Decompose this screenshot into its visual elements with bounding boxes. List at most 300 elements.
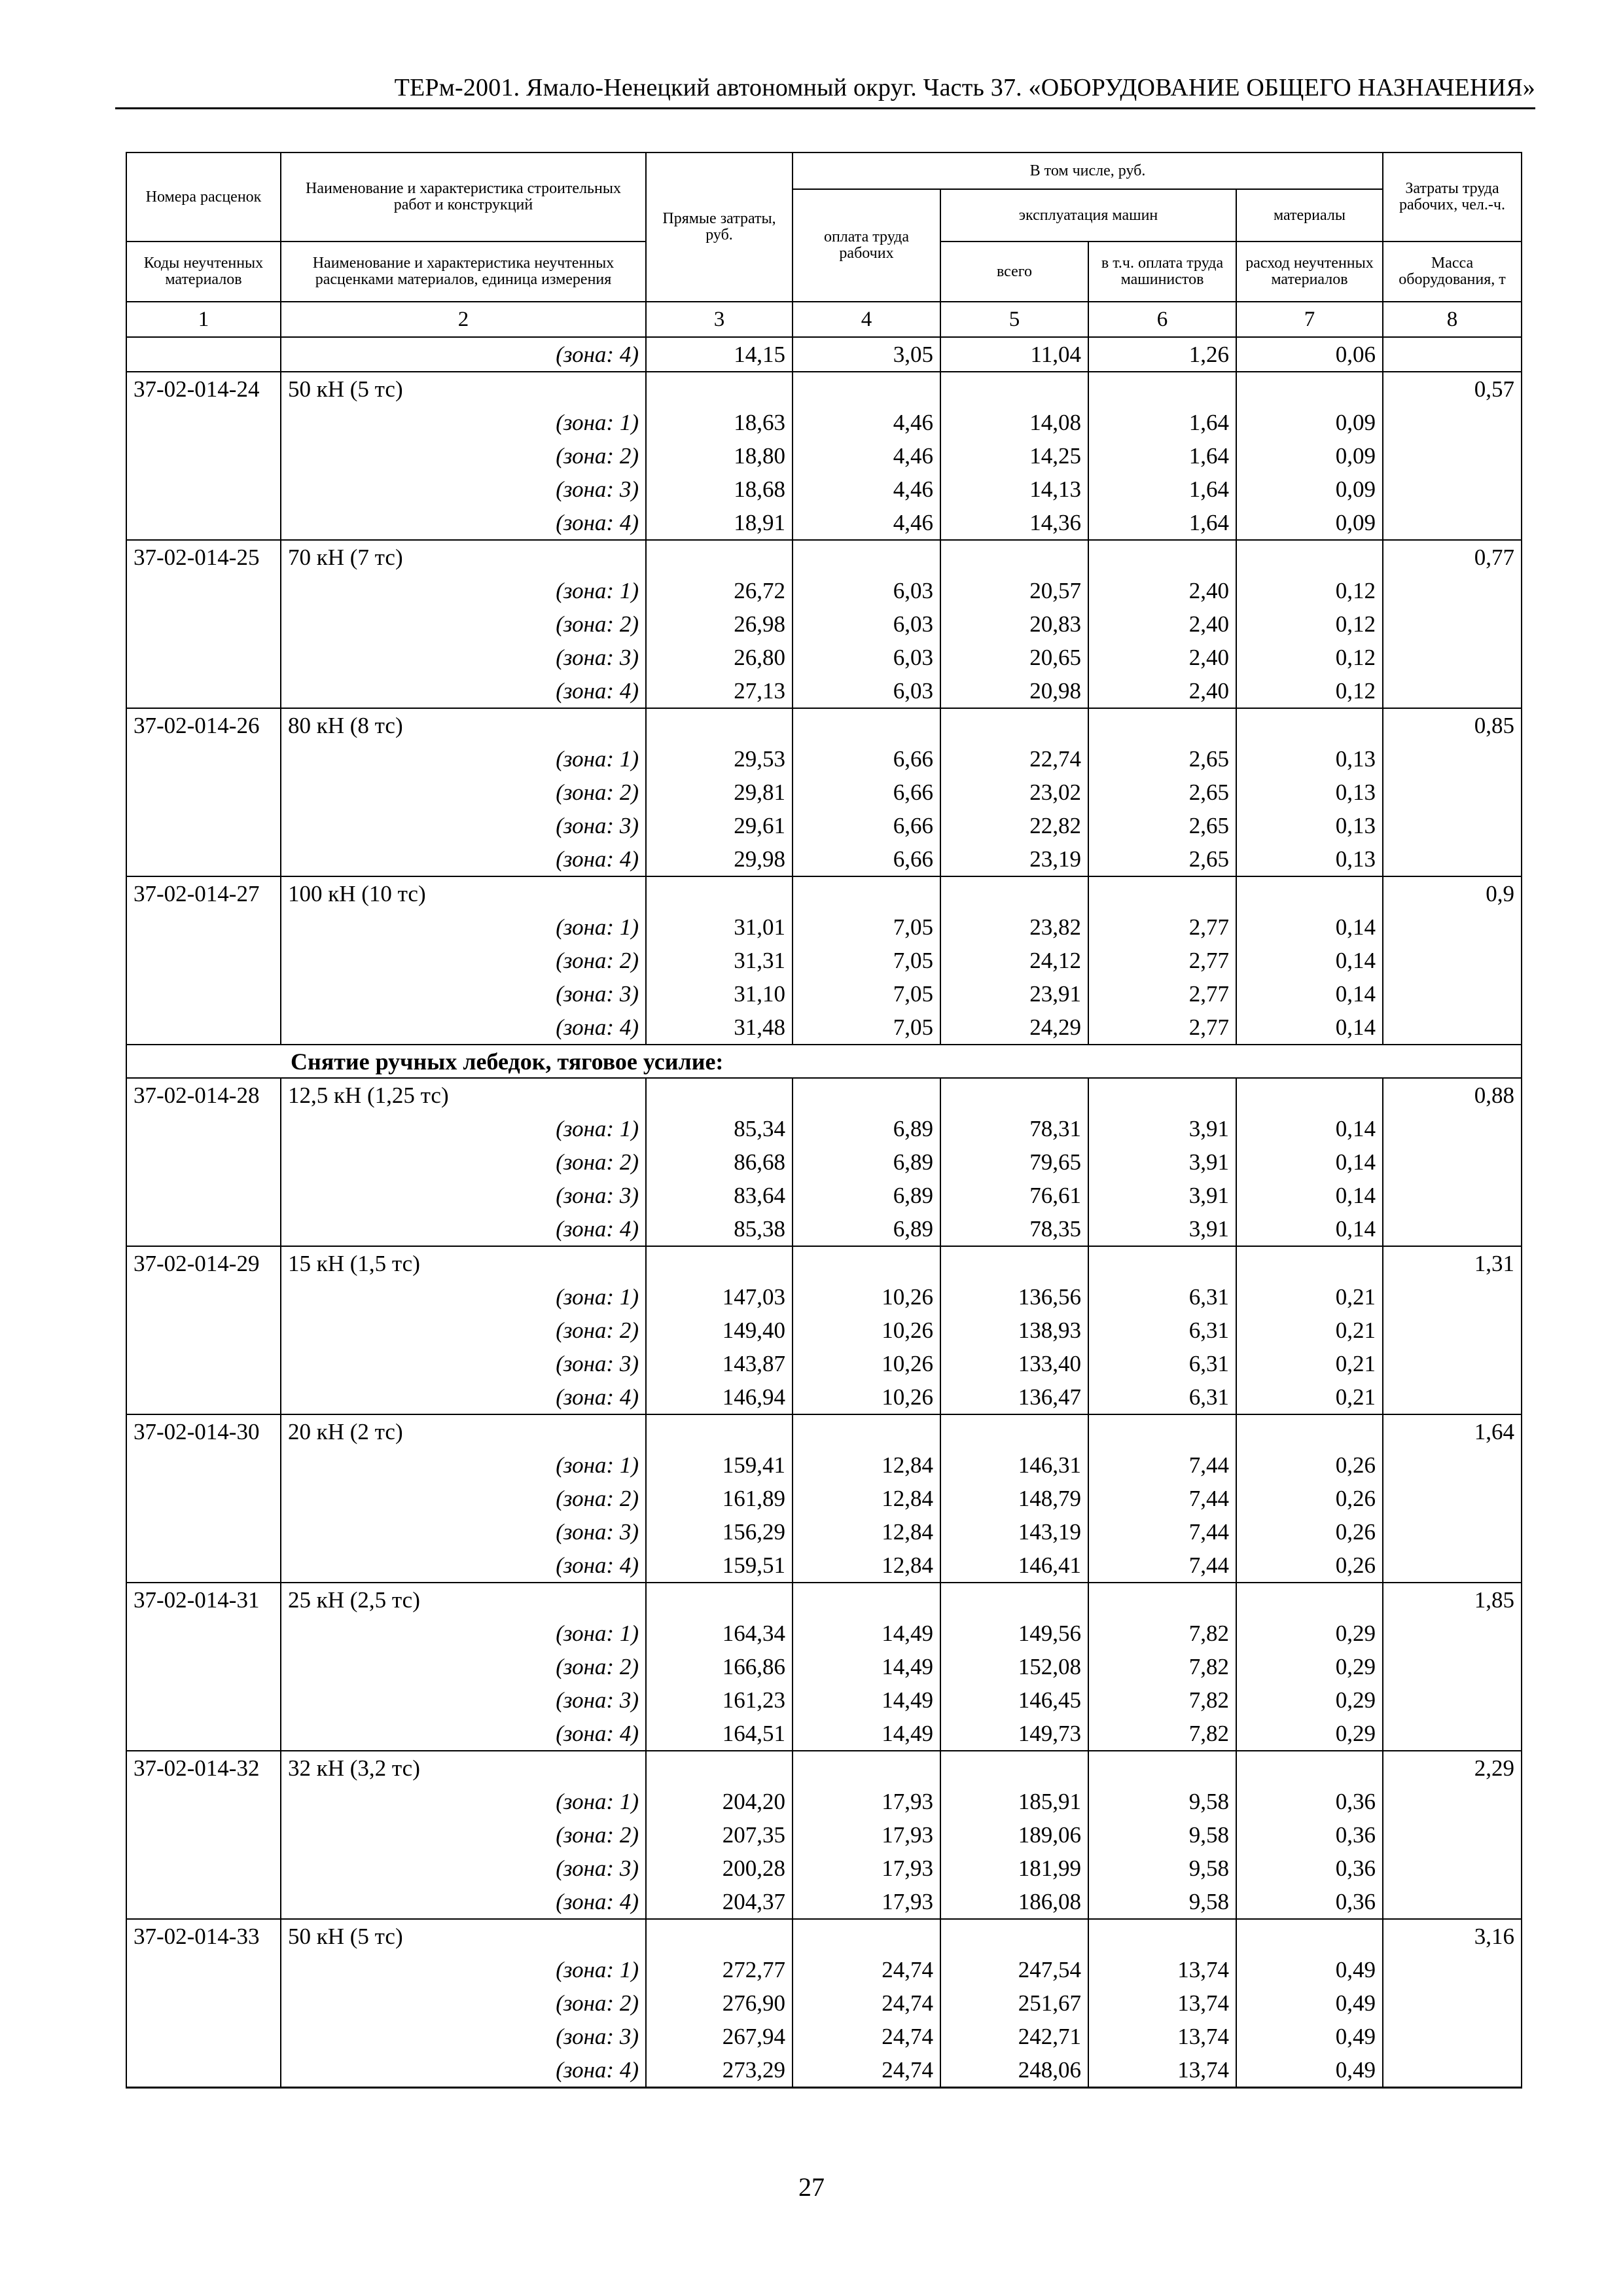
value-cell — [793, 372, 940, 406]
zone-row — [126, 337, 1522, 372]
labor-cost — [1383, 1717, 1522, 1751]
value-cell: 0,14 — [1236, 1179, 1383, 1212]
labor-cost — [1383, 1885, 1522, 1919]
labor-cost — [1383, 1549, 1522, 1583]
code-cell — [126, 1179, 281, 1212]
labor-cost — [1383, 1448, 1522, 1482]
zone-label: (зона: 4) — [281, 1717, 646, 1751]
value-cell — [793, 1751, 940, 1785]
value-cell: 12,84 — [793, 1482, 940, 1515]
value-cell: 0,49 — [1236, 1953, 1383, 1986]
labor-cost — [1383, 1617, 1522, 1650]
page-number: 27 — [798, 2172, 825, 2202]
zone-row — [126, 1818, 1522, 1852]
labor-cost — [1383, 1314, 1522, 1347]
value-cell: 2,77 — [1088, 977, 1236, 1011]
value-cell: 136,56 — [940, 1280, 1088, 1314]
value-cell: 186,08 — [940, 1885, 1088, 1919]
value-cell: 24,29 — [940, 1011, 1088, 1045]
code-cell — [126, 1650, 281, 1683]
header-rate-numbers: Номера расценок — [126, 152, 281, 242]
code-cell — [126, 1112, 281, 1145]
value-cell — [646, 1078, 793, 1112]
value-cell — [1088, 1751, 1236, 1785]
zone-row — [126, 506, 1522, 540]
zone-row — [126, 1482, 1522, 1515]
value-cell: 0,26 — [1236, 1549, 1383, 1583]
value-cell: 14,13 — [940, 473, 1088, 506]
value-cell: 13,74 — [1088, 1953, 1236, 1986]
value-cell: 17,93 — [793, 1852, 940, 1885]
code-cell — [126, 1986, 281, 2020]
value-cell — [1088, 708, 1236, 742]
labor-cost — [1383, 1683, 1522, 1717]
value-cell: 0,13 — [1236, 842, 1383, 876]
value-cell: 200,28 — [646, 1852, 793, 1885]
code-cell — [126, 742, 281, 776]
value-cell: 14,36 — [940, 506, 1088, 540]
value-cell: 14,49 — [793, 1717, 940, 1751]
value-cell: 9,58 — [1088, 1818, 1236, 1852]
value-cell — [940, 708, 1088, 742]
value-cell: 2,40 — [1088, 674, 1236, 708]
value-cell: 4,46 — [793, 473, 940, 506]
zone-row — [126, 607, 1522, 641]
value-cell: 146,41 — [940, 1549, 1088, 1583]
rate-row — [126, 540, 1522, 574]
value-cell: 0,12 — [1236, 674, 1383, 708]
zone-row — [126, 1717, 1522, 1751]
value-cell: 7,05 — [793, 1011, 940, 1045]
value-cell — [646, 1751, 793, 1785]
zone-label: (зона: 1) — [281, 1280, 646, 1314]
code-cell — [126, 1314, 281, 1347]
labor-cost — [1383, 337, 1522, 372]
value-cell: 0,09 — [1236, 506, 1383, 540]
zone-label: (зона: 3) — [281, 473, 646, 506]
value-cell: 2,40 — [1088, 574, 1236, 607]
value-cell — [1088, 1246, 1236, 1280]
value-cell: 273,29 — [646, 2053, 793, 2088]
value-cell: 3,91 — [1088, 1212, 1236, 1246]
value-cell: 164,51 — [646, 1717, 793, 1751]
value-cell: 14,25 — [940, 439, 1088, 473]
code-cell — [126, 1852, 281, 1885]
rate-name: 70 кН (7 тс) — [281, 540, 646, 574]
rate-code: 37-02-014-29 — [126, 1246, 281, 1280]
value-cell — [1236, 372, 1383, 406]
value-cell: 85,34 — [646, 1112, 793, 1145]
labor-cost — [1383, 809, 1522, 842]
value-cell: 0,14 — [1236, 977, 1383, 1011]
value-cell — [646, 1246, 793, 1280]
rate-row — [126, 1246, 1522, 1280]
value-cell: 146,94 — [646, 1380, 793, 1414]
rate-name: 20 кН (2 тс) — [281, 1414, 646, 1448]
value-cell: 181,99 — [940, 1852, 1088, 1885]
table-header — [126, 152, 1522, 337]
value-cell: 0,12 — [1236, 574, 1383, 607]
code-cell — [126, 1717, 281, 1751]
value-cell — [646, 1583, 793, 1617]
zone-row — [126, 1145, 1522, 1179]
value-cell: 7,05 — [793, 910, 940, 944]
value-cell: 149,56 — [940, 1617, 1088, 1650]
zone-label: (зона: 2) — [281, 607, 646, 641]
value-cell: 1,64 — [1088, 439, 1236, 473]
zone-label: (зона: 3) — [281, 641, 646, 674]
zone-label: (зона: 2) — [281, 944, 646, 977]
value-cell: 0,29 — [1236, 1650, 1383, 1683]
value-cell: 10,26 — [793, 1347, 940, 1380]
rate-code: 37-02-014-24 — [126, 372, 281, 406]
zone-row — [126, 1986, 1522, 2020]
header-unaccounted-consumption: расход неучтенных материалов — [1236, 242, 1383, 302]
labor-cost — [1383, 1179, 1522, 1212]
value-cell: 0,36 — [1236, 1785, 1383, 1818]
header-including-rub: В том числе, руб. — [793, 152, 1383, 189]
rate-name: 80 кН (8 тс) — [281, 708, 646, 742]
column-number: 8 — [1383, 302, 1522, 337]
header-incl-machinist-pay: в т.ч. оплата труда машинистов — [1088, 242, 1236, 302]
value-cell — [793, 708, 940, 742]
value-cell: 2,65 — [1088, 842, 1236, 876]
zone-label: (зона: 3) — [281, 1683, 646, 1717]
value-cell: 0,36 — [1236, 1885, 1383, 1919]
value-cell: 0,49 — [1236, 2020, 1383, 2053]
value-cell — [793, 1919, 940, 1953]
value-cell: 24,74 — [793, 2020, 940, 2053]
zone-label: (зона: 2) — [281, 439, 646, 473]
rate-code: 37-02-014-32 — [126, 1751, 281, 1785]
zone-label: (зона: 3) — [281, 2020, 646, 2053]
value-cell: 159,51 — [646, 1549, 793, 1583]
labor-cost — [1383, 1818, 1522, 1852]
value-cell — [793, 1078, 940, 1112]
rate-code: 37-02-014-26 — [126, 708, 281, 742]
header-unaccounted-name: Наименование и характеристика неучтенных расценками материалов, единица измерения — [281, 242, 646, 302]
value-cell: 6,31 — [1088, 1380, 1236, 1414]
rate-code: 37-02-014-33 — [126, 1919, 281, 1953]
value-cell: 9,58 — [1088, 1852, 1236, 1885]
value-cell: 6,03 — [793, 574, 940, 607]
value-cell: 14,49 — [793, 1683, 940, 1717]
labor-cost: 2,29 — [1383, 1751, 1522, 1785]
zone-row — [126, 809, 1522, 842]
zone-label: (зона: 4) — [281, 337, 646, 372]
labor-cost — [1383, 1650, 1522, 1683]
header-worker-pay: оплата труда рабочих — [793, 189, 940, 302]
zone-row — [126, 1011, 1522, 1045]
zone-label: (зона: 2) — [281, 1986, 646, 2020]
value-cell: 26,80 — [646, 641, 793, 674]
code-cell — [126, 473, 281, 506]
value-cell: 143,19 — [940, 1515, 1088, 1549]
zone-label: (зона: 3) — [281, 977, 646, 1011]
zone-row — [126, 1515, 1522, 1549]
value-cell: 31,01 — [646, 910, 793, 944]
value-cell: 9,58 — [1088, 1785, 1236, 1818]
value-cell: 0,14 — [1236, 1145, 1383, 1179]
value-cell — [940, 1583, 1088, 1617]
labor-cost — [1383, 574, 1522, 607]
value-cell: 3,91 — [1088, 1145, 1236, 1179]
labor-cost — [1383, 1953, 1522, 1986]
value-cell: 2,77 — [1088, 1011, 1236, 1045]
rate-code: 37-02-014-30 — [126, 1414, 281, 1448]
labor-cost — [1383, 910, 1522, 944]
rate-name: 50 кН (5 тс) — [281, 1919, 646, 1953]
labor-cost: 0,85 — [1383, 708, 1522, 742]
zone-row — [126, 1179, 1522, 1212]
zone-label: (зона: 1) — [281, 910, 646, 944]
value-cell: 204,20 — [646, 1785, 793, 1818]
value-cell — [1236, 876, 1383, 910]
value-cell: 204,37 — [646, 1885, 793, 1919]
zone-row — [126, 1785, 1522, 1818]
value-cell: 0,21 — [1236, 1347, 1383, 1380]
value-cell: 31,10 — [646, 977, 793, 1011]
value-cell: 133,40 — [940, 1347, 1088, 1380]
rate-row — [126, 1751, 1522, 1785]
value-cell — [1088, 1414, 1236, 1448]
value-cell: 20,98 — [940, 674, 1088, 708]
value-cell: 6,03 — [793, 674, 940, 708]
value-cell — [1236, 1414, 1383, 1448]
zone-label: (зона: 1) — [281, 1112, 646, 1145]
value-cell: 207,35 — [646, 1818, 793, 1852]
value-cell: 146,31 — [940, 1448, 1088, 1482]
zone-label: (зона: 1) — [281, 1617, 646, 1650]
column-number: 5 — [940, 302, 1088, 337]
value-cell: 0,21 — [1236, 1314, 1383, 1347]
value-cell — [1236, 1246, 1383, 1280]
value-cell: 7,82 — [1088, 1683, 1236, 1717]
value-cell: 79,65 — [940, 1145, 1088, 1179]
rates-table — [126, 152, 1522, 2089]
value-cell: 0,09 — [1236, 439, 1383, 473]
zone-label: (зона: 4) — [281, 2053, 646, 2088]
value-cell: 0,12 — [1236, 641, 1383, 674]
value-cell: 7,44 — [1088, 1515, 1236, 1549]
value-cell: 156,29 — [646, 1515, 793, 1549]
zone-row — [126, 1650, 1522, 1683]
value-cell — [940, 1414, 1088, 1448]
column-number: 1 — [126, 302, 281, 337]
column-number: 4 — [793, 302, 940, 337]
value-cell: 10,26 — [793, 1314, 940, 1347]
labor-cost — [1383, 1011, 1522, 1045]
labor-cost — [1383, 1347, 1522, 1380]
value-cell: 13,74 — [1088, 2020, 1236, 2053]
value-cell: 31,48 — [646, 1011, 793, 1045]
rate-row — [126, 1583, 1522, 1617]
labor-cost: 3,16 — [1383, 1919, 1522, 1953]
zone-row — [126, 2020, 1522, 2053]
rate-name: 25 кН (2,5 тс) — [281, 1583, 646, 1617]
rate-name: 100 кН (10 тс) — [281, 876, 646, 910]
value-cell — [646, 540, 793, 574]
zone-label: (зона: 1) — [281, 1785, 646, 1818]
zone-row — [126, 776, 1522, 809]
value-cell: 6,66 — [793, 776, 940, 809]
zone-row — [126, 1852, 1522, 1885]
value-cell: 0,14 — [1236, 1112, 1383, 1145]
header-total: всего — [940, 242, 1088, 302]
value-cell: 161,23 — [646, 1683, 793, 1717]
labor-cost — [1383, 1112, 1522, 1145]
code-cell — [126, 1448, 281, 1482]
value-cell — [1236, 1919, 1383, 1953]
value-cell: 148,79 — [940, 1482, 1088, 1515]
value-cell: 7,44 — [1088, 1482, 1236, 1515]
value-cell: 17,93 — [793, 1818, 940, 1852]
value-cell: 6,31 — [1088, 1280, 1236, 1314]
code-cell — [126, 1145, 281, 1179]
value-cell — [793, 1414, 940, 1448]
header-equipment-mass: Масса оборудования, т — [1383, 242, 1522, 302]
value-cell: 6,31 — [1088, 1347, 1236, 1380]
value-cell: 0,36 — [1236, 1818, 1383, 1852]
labor-cost — [1383, 1145, 1522, 1179]
value-cell: 0,14 — [1236, 944, 1383, 977]
value-cell: 2,40 — [1088, 607, 1236, 641]
value-cell: 78,31 — [940, 1112, 1088, 1145]
zone-row — [126, 439, 1522, 473]
value-cell: 24,12 — [940, 944, 1088, 977]
rate-code: 37-02-014-25 — [126, 540, 281, 574]
value-cell — [940, 372, 1088, 406]
value-cell: 86,68 — [646, 1145, 793, 1179]
value-cell: 2,65 — [1088, 809, 1236, 842]
zone-label: (зона: 3) — [281, 1347, 646, 1380]
code-cell — [126, 506, 281, 540]
value-cell: 29,81 — [646, 776, 793, 809]
code-cell — [126, 1380, 281, 1414]
value-cell: 24,74 — [793, 2053, 940, 2088]
labor-cost — [1383, 641, 1522, 674]
zone-label: (зона: 4) — [281, 674, 646, 708]
value-cell — [646, 708, 793, 742]
column-number: 7 — [1236, 302, 1383, 337]
code-cell — [126, 2020, 281, 2053]
table-body — [126, 337, 1522, 2088]
code-cell — [126, 641, 281, 674]
value-cell: 14,15 — [646, 337, 793, 372]
code-cell — [126, 1212, 281, 1246]
labor-cost — [1383, 1515, 1522, 1549]
zone-row — [126, 1112, 1522, 1145]
value-cell: 9,58 — [1088, 1885, 1236, 1919]
value-cell — [940, 876, 1088, 910]
zone-row — [126, 977, 1522, 1011]
labor-cost: 1,85 — [1383, 1583, 1522, 1617]
value-cell: 1,26 — [1088, 337, 1236, 372]
header-materials: материалы — [1236, 189, 1383, 242]
zone-label: (зона: 2) — [281, 1314, 646, 1347]
value-cell: 6,89 — [793, 1112, 940, 1145]
zone-label: (зона: 1) — [281, 574, 646, 607]
zone-label: (зона: 1) — [281, 406, 646, 439]
value-cell: 0,29 — [1236, 1683, 1383, 1717]
value-cell: 17,93 — [793, 1785, 940, 1818]
zone-label: (зона: 3) — [281, 1852, 646, 1885]
value-cell: 149,40 — [646, 1314, 793, 1347]
code-cell — [126, 1347, 281, 1380]
zone-row — [126, 1212, 1522, 1246]
zone-row — [126, 1549, 1522, 1583]
column-number: 3 — [646, 302, 793, 337]
value-cell: 10,26 — [793, 1280, 940, 1314]
value-cell: 149,73 — [940, 1717, 1088, 1751]
rate-name: 50 кН (5 тс) — [281, 372, 646, 406]
rate-name: 15 кН (1,5 тс) — [281, 1246, 646, 1280]
value-cell: 248,06 — [940, 2053, 1088, 2088]
labor-cost — [1383, 1212, 1522, 1246]
value-cell: 14,49 — [793, 1650, 940, 1683]
value-cell: 6,03 — [793, 607, 940, 641]
value-cell: 78,35 — [940, 1212, 1088, 1246]
header-direct-costs: Прямые затраты, руб. — [646, 152, 793, 302]
value-cell: 6,66 — [793, 809, 940, 842]
value-cell: 189,06 — [940, 1818, 1088, 1852]
value-cell: 20,65 — [940, 641, 1088, 674]
value-cell — [1088, 1583, 1236, 1617]
value-cell: 242,71 — [940, 2020, 1088, 2053]
zone-row — [126, 641, 1522, 674]
code-cell — [126, 842, 281, 876]
zone-label: (зона: 2) — [281, 1650, 646, 1683]
header-labor-costs: Затраты труда рабочих, чел.-ч. — [1383, 152, 1522, 242]
value-cell: 2,77 — [1088, 910, 1236, 944]
value-cell: 12,84 — [793, 1549, 940, 1583]
labor-cost: 1,64 — [1383, 1414, 1522, 1448]
value-cell: 2,40 — [1088, 641, 1236, 674]
value-cell: 7,44 — [1088, 1448, 1236, 1482]
labor-cost — [1383, 1380, 1522, 1414]
zone-label: (зона: 4) — [281, 1885, 646, 1919]
value-cell: 22,82 — [940, 809, 1088, 842]
value-cell: 2,65 — [1088, 742, 1236, 776]
code-cell — [126, 1011, 281, 1045]
value-cell: 4,46 — [793, 439, 940, 473]
rate-code: 37-02-014-28 — [126, 1078, 281, 1112]
value-cell: 1,64 — [1088, 406, 1236, 439]
value-cell — [1088, 540, 1236, 574]
zone-label: (зона: 2) — [281, 776, 646, 809]
value-cell: 0,12 — [1236, 607, 1383, 641]
code-cell — [126, 1953, 281, 1986]
value-cell: 0,26 — [1236, 1448, 1383, 1482]
code-cell — [126, 1885, 281, 1919]
value-cell: 17,93 — [793, 1885, 940, 1919]
value-cell — [1236, 1751, 1383, 1785]
value-cell: 0,26 — [1236, 1515, 1383, 1549]
value-cell: 0,06 — [1236, 337, 1383, 372]
labor-cost — [1383, 674, 1522, 708]
header-machine-operation: эксплуатация машин — [940, 189, 1236, 242]
zone-row — [126, 1617, 1522, 1650]
zone-label: (зона: 4) — [281, 1380, 646, 1414]
code-cell — [126, 674, 281, 708]
labor-cost: 0,57 — [1383, 372, 1522, 406]
value-cell — [646, 876, 793, 910]
rate-row — [126, 1919, 1522, 1953]
code-cell — [126, 406, 281, 439]
zone-label: (зона: 1) — [281, 742, 646, 776]
value-cell: 29,61 — [646, 809, 793, 842]
code-cell — [126, 1515, 281, 1549]
